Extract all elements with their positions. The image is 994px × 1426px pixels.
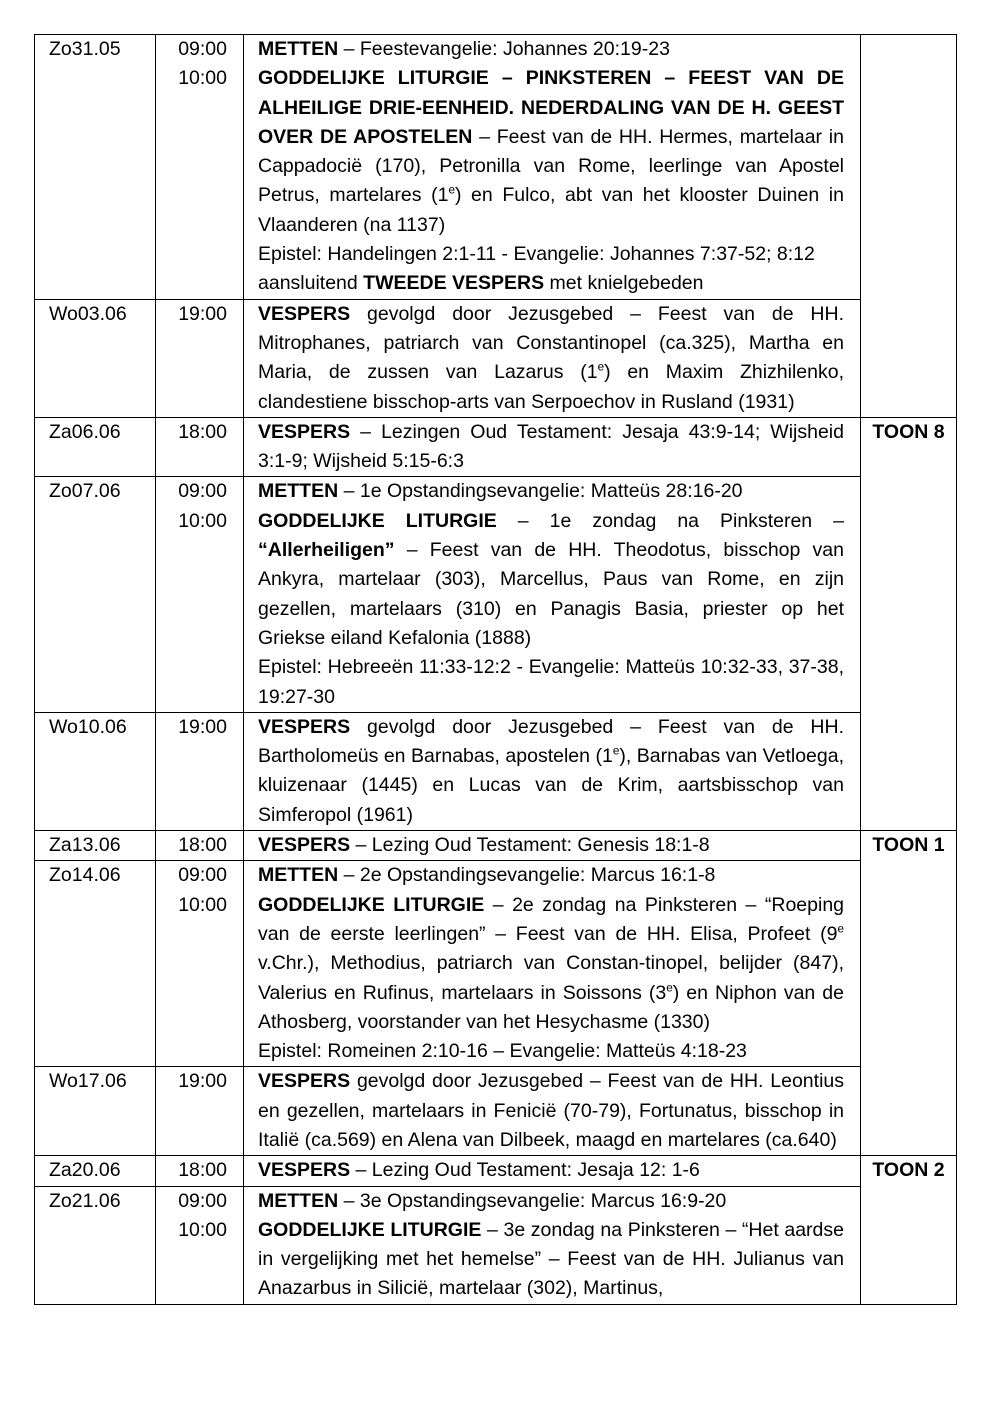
service-text: – 1e zondag na Pinksteren –: [496, 509, 844, 532]
service-text: Epistel: Hebreeën 11:33-12:2 - Evangelie: Matteüs 10:32-33, 37-38, 19:27-30: [258, 656, 844, 708]
toon-label: TOON 1: [872, 834, 945, 857]
service-paragraph: [258, 1187, 844, 1216]
date-label: Za20.06: [49, 1159, 121, 1182]
service-title: METTEN: [258, 1189, 339, 1212]
service-title: VESPERS: [258, 420, 351, 443]
date-cell: [35, 299, 156, 417]
time-label: 10:00: [178, 893, 227, 916]
service-text: gevolgd door Jezusgebed – Feest van de HH. Mitrophanes, patriarch van Constantinopel (ca.325), Martha en Maria, de zussen van Lazarus (1: [258, 302, 844, 384]
service-text: ) en Fulco, abt van het klooster Duinen in Vlaanderen (na 1137): [258, 184, 844, 236]
service-paragraph: [258, 713, 844, 830]
time-cell: [156, 417, 244, 477]
service-text: – Feest van de HH. Theodotus, bisschop van Ankyra, martelaar (303), Marcellus, Paus van Rome, en zijn gezellen, martelaars (310) en Panagis Basia, priester op het Griekse eiland Kefalonia (1888): [258, 539, 844, 649]
service-paragraph: [258, 861, 844, 890]
service-paragraph: [258, 1067, 844, 1155]
service-description-cell: [244, 861, 861, 1067]
date-cell: [35, 831, 156, 861]
date-cell: [35, 417, 156, 477]
service-title: METTEN: [258, 38, 339, 60]
service-title: VESPERS: [258, 715, 351, 738]
date-cell: [35, 477, 156, 712]
ordinal-superscript: e: [448, 183, 455, 197]
schedule-row: [35, 1156, 957, 1186]
service-title: VESPERS: [258, 1070, 351, 1093]
service-paragraph: [258, 35, 844, 64]
date-label: Zo31.05: [49, 38, 121, 60]
service-text: – Lezingen Oud Testament: Jesaja 43:9-14; Wijsheid 3:1-9; Wijsheid 5:15-6:3: [258, 420, 844, 473]
time-cell: [156, 477, 244, 712]
date-label: Wo03.06: [49, 302, 127, 325]
service-description-cell: [244, 1186, 861, 1304]
service-paragraph: [258, 1156, 844, 1185]
time-label: 19:00: [178, 715, 227, 738]
service-description-cell: [244, 477, 861, 712]
service-paragraph: [258, 240, 844, 269]
schedule-row: [35, 1067, 957, 1156]
service-description-cell: [244, 1156, 861, 1186]
service-description-cell: [244, 35, 861, 300]
time-label: 09:00: [178, 864, 227, 887]
date-cell: [35, 1156, 156, 1186]
date-cell: [35, 861, 156, 1067]
service-title: GODDELIJKE LITURGIE: [258, 893, 485, 916]
time-cell: [156, 831, 244, 861]
service-title: METTEN: [258, 480, 339, 503]
schedule-body: [35, 35, 957, 1305]
schedule-row: [35, 35, 957, 300]
time-label: 10:00: [178, 67, 227, 90]
service-text: – 1e Opstandingsevangelie: Matteüs 28:16-20: [338, 480, 743, 503]
ordinal-superscript: e: [666, 981, 673, 994]
time-cell: [156, 1186, 244, 1304]
service-text: – Feest van de HH. Hermes, martelaar in Cappadocië (170), Petronilla van Rome, leerlinge van Apostel Petrus, martelares (1: [258, 125, 844, 207]
service-description-cell: [244, 831, 861, 861]
time-label: 09:00: [178, 480, 227, 503]
schedule-row: [35, 299, 957, 417]
date-label: Wo17.06: [49, 1070, 127, 1093]
date-label: Za06.06: [49, 420, 121, 443]
service-paragraph: [258, 477, 844, 506]
service-text: ) en Maxim Zhizhilenko, clandestiene bisschop-arts van Serpoechov in Rusland (1931): [258, 361, 844, 413]
service-paragraph: [258, 507, 844, 653]
time-label: 09:00: [178, 1189, 227, 1212]
schedule-row: [35, 417, 957, 477]
service-title: VESPERS: [258, 302, 351, 325]
toon-label: TOON 8: [872, 420, 945, 443]
liturgical-schedule-table: [34, 34, 957, 1305]
service-paragraph: [258, 1216, 844, 1304]
service-paragraph: [258, 831, 844, 860]
time-label: 10:00: [178, 1218, 227, 1241]
time-label: 18:00: [178, 834, 227, 857]
schedule-row: [35, 712, 957, 830]
service-paragraph: [258, 418, 844, 477]
service-title: TWEEDE VESPERS: [363, 272, 545, 295]
toon-cell-empty: [861, 35, 957, 418]
service-description-cell: [244, 712, 861, 830]
time-label: 18:00: [178, 1159, 227, 1182]
service-title: GODDELIJKE LITURGIE: [258, 1218, 482, 1241]
date-label: Za13.06: [49, 834, 121, 857]
time-label: 18:00: [178, 420, 227, 443]
service-text: – Lezing Oud Testament: Genesis 18:1-8: [350, 834, 710, 857]
service-title: VESPERS: [258, 1159, 351, 1182]
service-description-cell: [244, 1067, 861, 1156]
schedule-row: [35, 1186, 957, 1304]
service-title: METTEN: [258, 864, 339, 887]
service-paragraph: [258, 64, 844, 240]
schedule-row: [35, 831, 957, 861]
toon-label: TOON 2: [872, 1159, 945, 1182]
ordinal-superscript: e: [597, 360, 605, 374]
service-text: – 2e Opstandingsevangelie: Marcus 16:1-8: [338, 864, 716, 887]
date-cell: [35, 35, 156, 300]
service-text: v.Chr.), Methodius, patriarch van Constan-tinopel, belijder (847), Valerius en Rufinus, martelaars in Soissons (3: [258, 952, 844, 1004]
service-title: “Allerheiligen”: [258, 539, 395, 562]
service-text: – 3e Opstandingsevangelie: Marcus 16:9-20: [338, 1189, 727, 1212]
ordinal-superscript: e: [612, 744, 620, 758]
service-text: aansluitend: [258, 272, 364, 295]
time-label: 19:00: [178, 302, 227, 325]
date-label: Zo07.06: [49, 480, 121, 503]
schedule-row: [35, 477, 957, 712]
time-label: 10:00: [178, 509, 227, 532]
date-cell: [35, 1186, 156, 1304]
service-paragraph: [258, 1037, 844, 1066]
service-paragraph: [258, 269, 844, 298]
service-text: ) en Niphon van de Athosberg, voorstander van het Hesychasme (1330): [258, 981, 845, 1033]
toon-cell: [861, 1156, 957, 1304]
time-cell: [156, 35, 244, 300]
toon-cell: [861, 831, 957, 1156]
date-label: Zo14.06: [49, 864, 121, 887]
service-paragraph: [258, 891, 844, 1037]
service-text: gevolgd door Jezusgebed – Feest van de HH. Leontius en gezellen, martelaars in Fenicië (70-79), Fortunatus, bisschop in Italië (ca.569) en Alena van Dilbeek, maagd en martelares (ca.640): [258, 1070, 844, 1151]
date-label: Wo10.06: [49, 715, 127, 738]
time-label: 09:00: [178, 38, 227, 60]
date-label: Zo21.06: [49, 1189, 121, 1212]
service-text: – Feestevangelie: Johannes 20:19-23: [338, 38, 670, 60]
service-text: – Lezing Oud Testament: Jesaja 12: 1-6: [350, 1159, 700, 1182]
time-cell: [156, 712, 244, 830]
service-text: Epistel: Romeinen 2:10-16 – Evangelie: Matteüs 4:18-23: [258, 1040, 747, 1063]
service-text: – 2e zondag na Pinksteren – “Roeping van de eerste leerlingen” – Feest van de HH. Elisa, Profeet (9: [258, 893, 845, 945]
date-cell: [35, 1067, 156, 1156]
service-paragraph: [258, 300, 844, 417]
service-title: GODDELIJKE LITURGIE – PINKSTEREN – FEEST VAN DE ALHEILIGE DRIE-EENHEID. NEDERDALING VAN DE H. GEEST OVER DE APOSTELEN: [258, 67, 844, 148]
time-cell: [156, 861, 244, 1067]
service-text: gevolgd door Jezusgebed – Feest van de HH. Bartholomeüs en Barnabas, apostelen (1: [258, 715, 844, 768]
service-text: – 3e zondag na Pinksteren – “Het aardse in vergelijking met het hemelse” – Feest van de HH. Julianus van Anazarbus in Silicië, martelaar (302), Martinus,: [258, 1218, 844, 1300]
ordinal-superscript: e: [837, 922, 844, 936]
service-text: met knielgebeden: [544, 272, 704, 295]
service-description-cell: [244, 417, 861, 477]
time-cell: [156, 299, 244, 417]
toon-cell: [861, 417, 957, 830]
schedule-row: [35, 861, 957, 1067]
service-paragraph: [258, 653, 844, 712]
service-description-cell: [244, 299, 861, 417]
service-text: Epistel: Handelingen 2:1-11 - Evangelie: Johannes 7:37-52; 8:12: [258, 243, 815, 266]
date-cell: [35, 712, 156, 830]
time-label: 19:00: [178, 1070, 227, 1093]
time-cell: [156, 1067, 244, 1156]
service-title: GODDELIJKE LITURGIE: [258, 509, 497, 532]
time-cell: [156, 1156, 244, 1186]
service-text: ), Barnabas van Vetloega, kluizenaar (1445) en Lucas van de Krim, aartsbisschop van Simferopol (1961): [258, 745, 845, 826]
service-title: VESPERS: [258, 834, 351, 857]
